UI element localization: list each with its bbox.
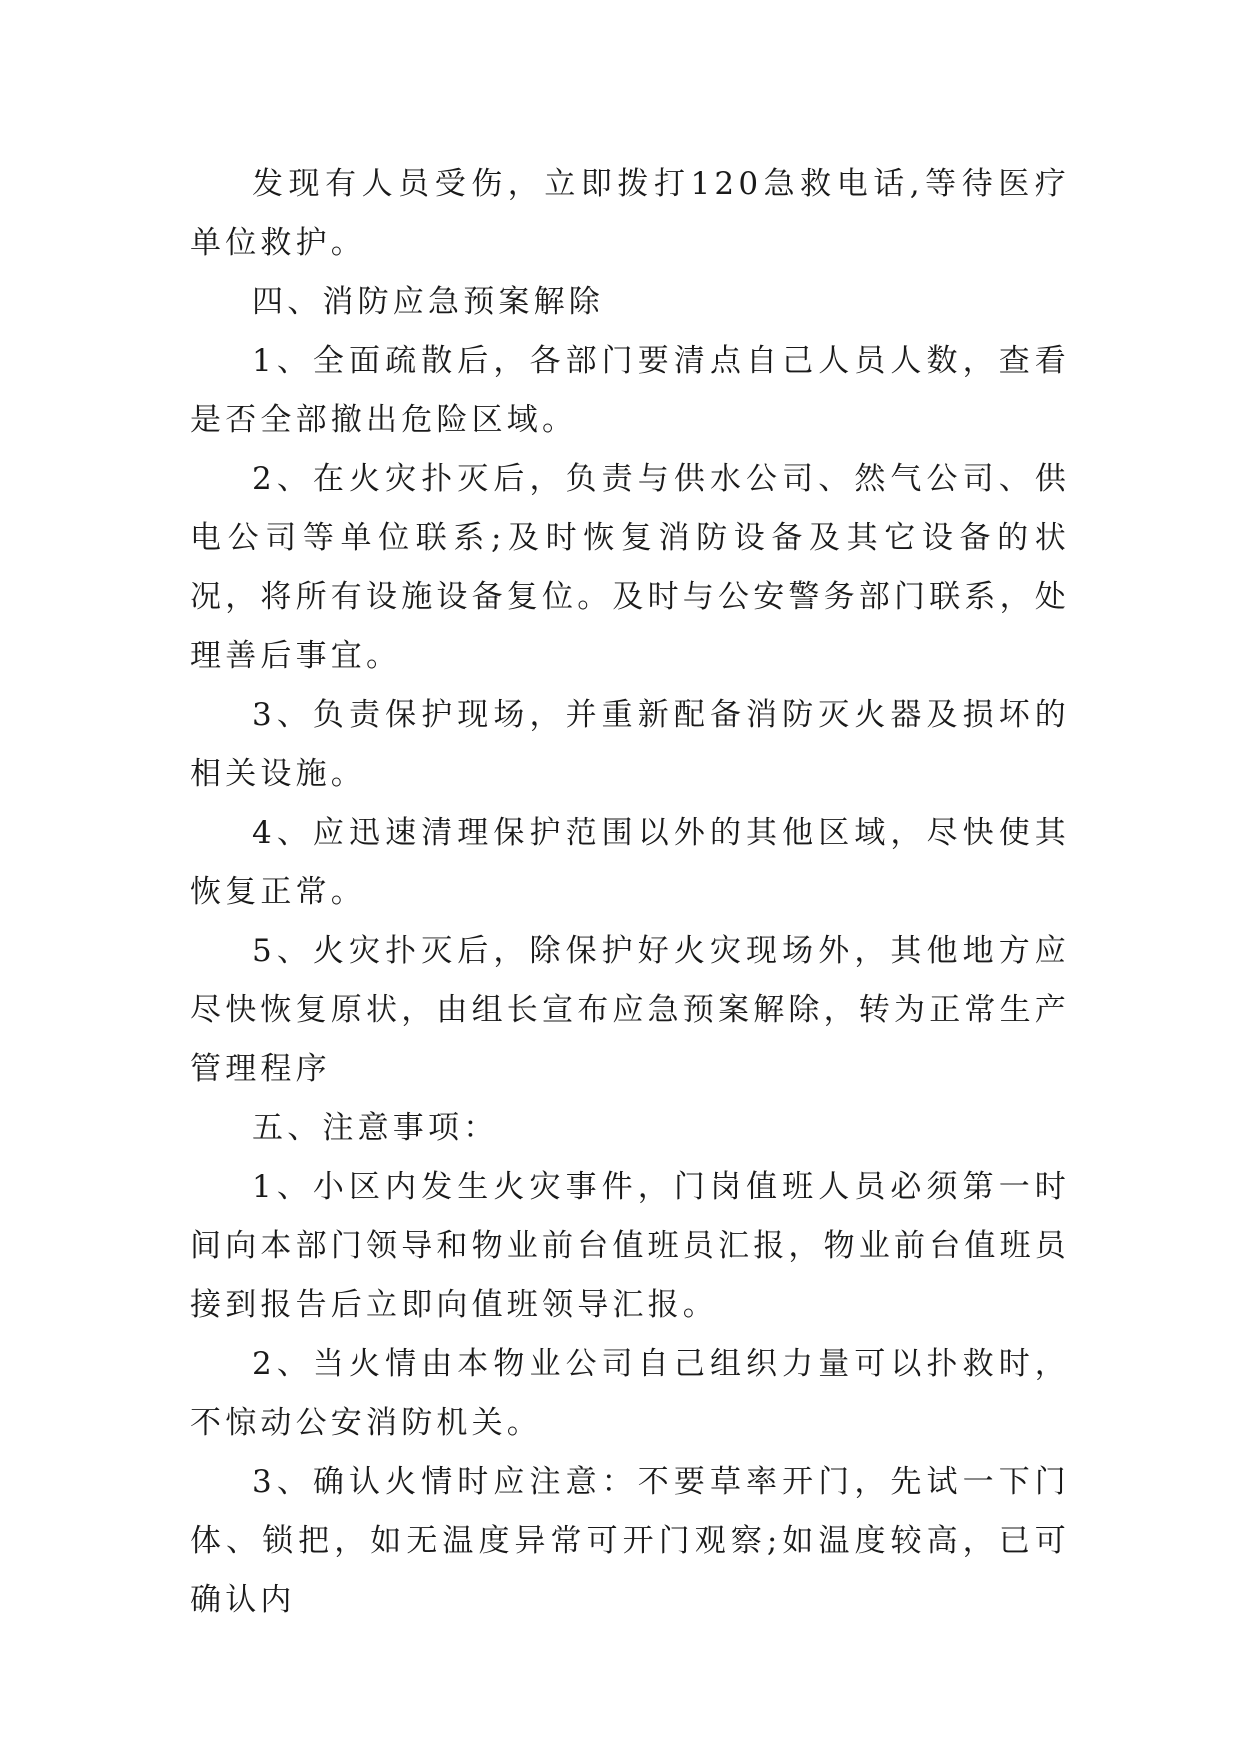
paragraph-termination-item-2: 2、在火灾扑灭后，负责与供水公司、然气公司、供电公司等单位联系;及时恢复消防设备及其它设备的状况，将所有设施设备复位。及时与公安警务部门联系，处理善后事宜。 <box>190 461 1070 674</box>
paragraph-precaution-item-3: 3、确认火情时应注意：不要草率开门，先试一下门体、锁把，如无温度异常可开门观察;如温度较高，已可确认内 <box>190 1464 1070 1618</box>
paragraph-termination-item-4: 4、应迅速清理保护范围以外的其他区域，尽快使其恢复正常。 <box>190 815 1070 910</box>
paragraph-precaution-item-2: 2、当火情由本物业公司自己组织力量可以扑救时，不惊动公安消防机关。 <box>190 1346 1070 1441</box>
paragraph-precaution-item-1: 1、小区内发生火灾事件，门岗值班人员必须第一时间向本部门领导和物业前台值班员汇报，物业前台值班员接到报告后立即向值班领导汇报。 <box>190 1169 1070 1323</box>
paragraph-termination-item-5: 5、火灾扑灭后，除保护好火灾现场外，其他地方应尽快恢复原状，由组长宣布应急预案解除，转为正常生产管理程序 <box>190 933 1070 1087</box>
section-heading-plan-termination: 四、消防应急预案解除 <box>252 284 604 320</box>
section-heading-precautions: 五、注意事项： <box>252 1110 499 1146</box>
document-body <box>190 155 1070 1630</box>
paragraph-injury-first-aid: 发现有人员受伤，立即拨打120急救电话,等待医疗单位救护。 <box>190 166 1070 261</box>
paragraph-termination-item-1: 1、全面疏散后，各部门要清点自己人员人数，查看是否全部撤出危险区域。 <box>190 343 1070 438</box>
paragraph-termination-item-3: 3、负责保护现场，并重新配备消防灭火器及损坏的相关设施。 <box>190 697 1070 792</box>
